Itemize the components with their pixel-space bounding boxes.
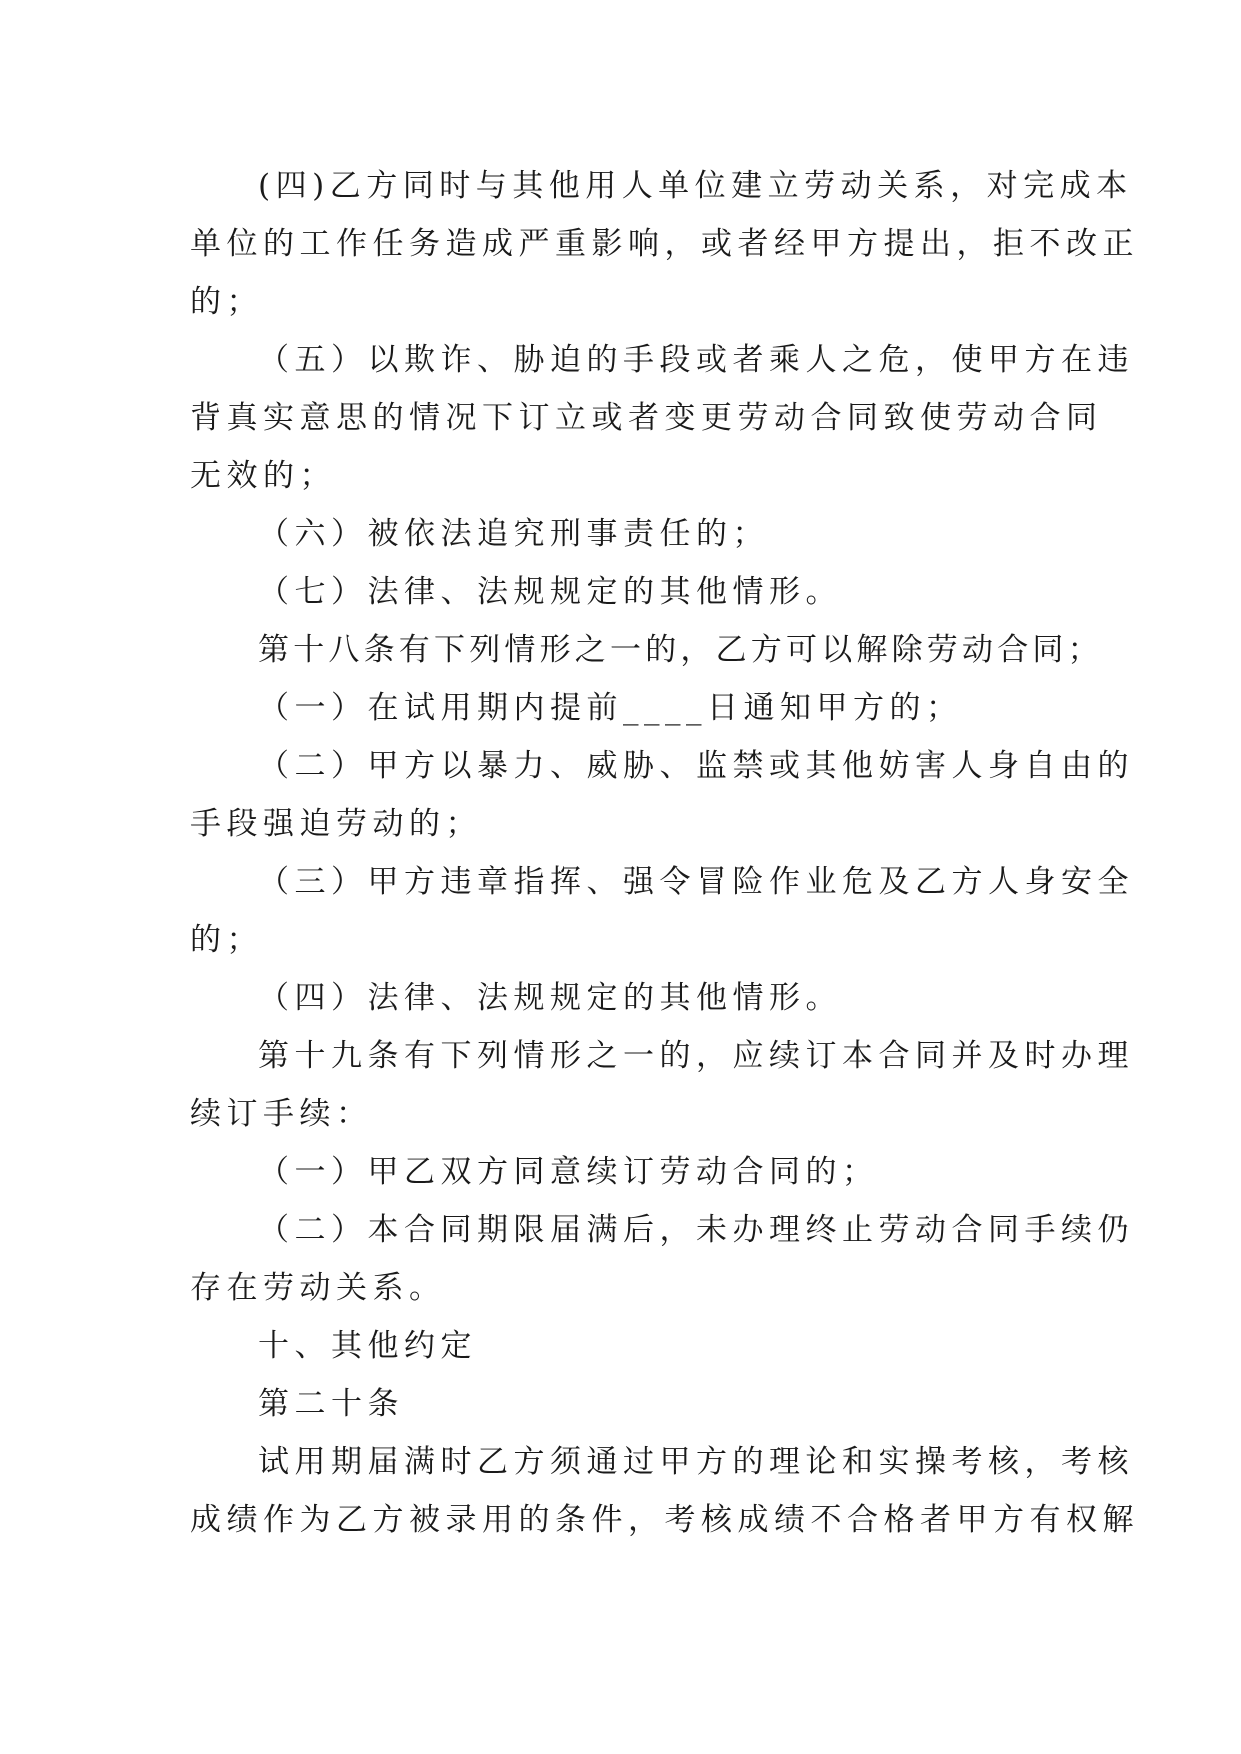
paragraph-line: （三）甲方违章指挥、强令冒险作业危及乙方人身安全 xyxy=(258,864,1134,900)
section-heading: 十、其他约定 xyxy=(258,1328,477,1364)
paragraph-line: （五）以欺诈、胁迫的手段或者乘人之危，使甲方在违 xyxy=(258,342,1134,378)
paragraph-line: （四）法律、法规规定的其他情形。 xyxy=(258,980,842,1016)
paragraph-line: 背真实意思的情况下订立或者变更劳动合同致使劳动合同 xyxy=(190,400,1103,436)
paragraph-line: 成绩作为乙方被录用的条件，考核成绩不合格者甲方有权解 xyxy=(190,1502,1139,1538)
paragraph-line: 的； xyxy=(190,284,263,320)
paragraph-line: 的； xyxy=(190,922,263,958)
paragraph-line: （六）被依法追究刑事责任的； xyxy=(258,516,769,552)
paragraph-line: 手段强迫劳动的； xyxy=(190,806,482,842)
paragraph-line: 存在劳动关系。 xyxy=(190,1270,446,1306)
paragraph-line: (四)乙方同时与其他用人单位建立劳动关系，对完成本 xyxy=(258,168,1133,204)
paragraph-line: （一）甲乙双方同意续订劳动合同的； xyxy=(258,1154,879,1190)
paragraph-line: （一）在试用期内提前____日通知甲方的； xyxy=(258,690,963,726)
paragraph-line: 试用期届满时乙方须通过甲方的理论和实操考核，考核 xyxy=(258,1444,1134,1480)
paragraph-line: （七）法律、法规规定的其他情形。 xyxy=(258,574,842,610)
article-heading: 第二十条 xyxy=(258,1386,404,1422)
article-heading: 第十九条有下列情形之一的，应续订本合同并及时办理 xyxy=(258,1038,1134,1074)
article-heading: 第十八条有下列情形之一的，乙方可以解除劳动合同； xyxy=(258,632,1103,668)
paragraph-line: 无效的； xyxy=(190,458,336,494)
paragraph-line: （二）本合同期限届满后，未办理终止劳动合同手续仍 xyxy=(258,1212,1134,1248)
paragraph-line: 续订手续： xyxy=(190,1096,373,1132)
paragraph-line: （二）甲方以暴力、威胁、监禁或其他妨害人身自由的 xyxy=(258,748,1134,784)
paragraph-line: 单位的工作任务造成严重影响，或者经甲方提出，拒不改正 xyxy=(190,226,1139,262)
